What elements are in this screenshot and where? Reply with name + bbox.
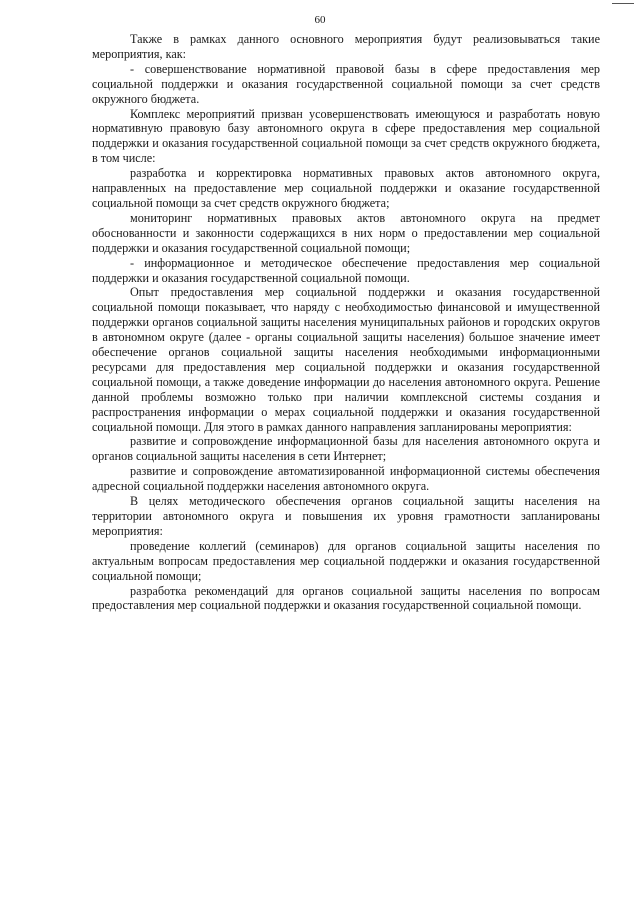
paragraph-12: разработка рекомендаций для органов социальной защиты населения по вопросам предоставления мер социальной поддержки и оказания государственной социальной помощи.: [92, 583, 600, 613]
document-body: [92, 32, 600, 613]
page-number: 60: [314, 14, 326, 26]
paragraph-8: развитие и сопровождение информационной базы для населения автономного округа и органов социальной защиты населения в сети Интернет;: [92, 434, 600, 464]
paragraph-11: проведение коллегий (семинаров) для органов социальной защиты населения по актуальным вопросам предоставления мер социальной поддержки и оказания государственной социальной помощи;: [92, 538, 600, 583]
paragraph-9: развитие и сопровождение автоматизированной информационной системы обеспечения адресной социальной поддержки населения автономного округа.: [92, 464, 600, 494]
paragraph-10: В целях методического обеспечения органов социальной защиты населения на территории автономного округа и повышения их уровня грамотности запланированы мероприятия:: [92, 494, 600, 538]
corner-mark: [612, 3, 634, 4]
paragraph-4: разработка и корректировка нормативных правовых актов автономного округа, направленных на предоставление мер социальной поддержки и оказание государственной социальной помощи за счет средств окружного бюджета;: [92, 166, 600, 210]
paragraph-5: мониторинг нормативных правовых актов автономного округа на предмет обоснованности и законности содержащихся в них норм о предоставлении мер социальной поддержки и оказания государственной социальной помощи;: [92, 210, 600, 255]
paragraph-6: - информационное и методическое обеспечение предоставления мер социальной поддержки и оказания государственной социальной помощи.: [92, 255, 600, 285]
paragraph-7: Опыт предоставления мер социальной поддержки и оказания государственной социальной помощи показывает, что наряду с необходимостью финансовой и имущественной поддержки органов социальной защиты населения муниципальных районов и городских округов в автономном округе (далее - органы социальной защиты населения) большое значение имеет обеспечение органов социальной защиты населения необходимыми информационными ресурсами для предоставления мер социальной поддержки и оказания государственной социальной помощи, а также доведение информации до населения автономного округа. Решение данной проблемы возможно только при наличии комплексной системы создания и распространения информации о мерах социальной поддержки и оказания государственной социальной помощи. Для этого в рамках данного направления запланированы мероприятия:: [92, 285, 600, 434]
paragraph-1: Также в рамках данного основного мероприятия будут реализовываться такие мероприятия, как:: [92, 32, 600, 61]
paragraph-2: - совершенствование нормативной правовой базы в сфере предоставления мер социальной поддержки и оказания государственной социальной помощи за счет средств окружного бюджета.: [92, 61, 600, 106]
paragraph-3: Комплекс мероприятий призван усовершенствовать имеющуюся и разработать новую нормативную правовую базу автономного округа в сфере предоставления мер социальной поддержки и оказания государственной социальной помощи за счет средств окружного бюджета, в том числе:: [92, 106, 600, 166]
